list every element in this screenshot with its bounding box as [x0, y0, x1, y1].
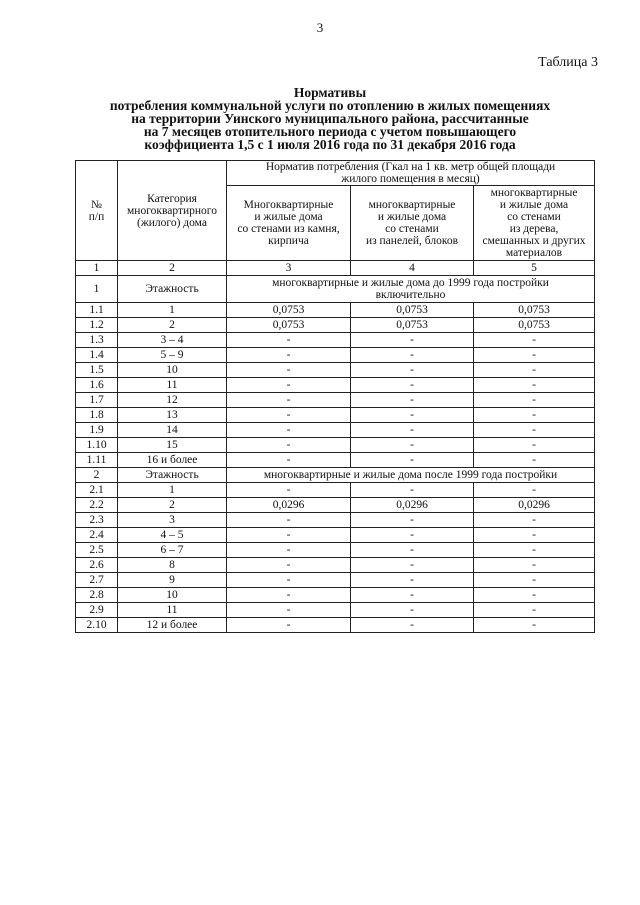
column-number: 3	[227, 261, 351, 276]
value-wood: -	[474, 393, 595, 408]
value-stone: 0,0753	[227, 303, 351, 318]
section-category: Этажность	[118, 276, 227, 303]
header-col-wood: многоквартирные и жилые дома со стенами из дерева, смешанных и других материалов	[474, 186, 595, 261]
row-category: 11	[118, 378, 227, 393]
value-panel: -	[351, 483, 474, 498]
row-num: 2.2	[76, 498, 118, 513]
value-panel: -	[351, 408, 474, 423]
row-num: 1.2	[76, 318, 118, 333]
value-stone: -	[227, 513, 351, 528]
value-panel: 0,0753	[351, 318, 474, 333]
value-stone: -	[227, 603, 351, 618]
value-wood: -	[474, 528, 595, 543]
value-wood: -	[474, 513, 595, 528]
row-num: 2.5	[76, 543, 118, 558]
value-stone: -	[227, 363, 351, 378]
table-row	[76, 393, 595, 408]
table-row	[76, 603, 595, 618]
value-stone: -	[227, 348, 351, 363]
value-wood: -	[474, 363, 595, 378]
row-category: 10	[118, 588, 227, 603]
header-col-panel: многоквартирные и жилые дома со стенами из панелей, блоков	[351, 186, 474, 261]
value-wood: -	[474, 423, 595, 438]
title-line: коэффициента 1,5 с 1 июля 2016 года по 31 декабря 2016 года	[144, 137, 516, 152]
section-category: Этажность	[118, 468, 227, 483]
value-stone: -	[227, 483, 351, 498]
table-row	[76, 408, 595, 423]
value-stone: -	[227, 453, 351, 468]
value-panel: -	[351, 363, 474, 378]
value-wood: 0,0296	[474, 498, 595, 513]
row-category: 4 – 5	[118, 528, 227, 543]
row-category: 11	[118, 603, 227, 618]
table-row	[76, 498, 595, 513]
value-wood: -	[474, 588, 595, 603]
table-row	[76, 348, 595, 363]
row-num: 1.3	[76, 333, 118, 348]
column-number: 1	[76, 261, 118, 276]
value-wood: -	[474, 483, 595, 498]
value-panel: -	[351, 423, 474, 438]
section-label: многоквартирные и жилые дома до 1999 года постройки включительно	[227, 276, 595, 303]
page-number: 3	[316, 20, 324, 35]
value-panel: -	[351, 528, 474, 543]
value-wood: -	[474, 543, 595, 558]
row-num: 1.1	[76, 303, 118, 318]
value-panel: -	[351, 543, 474, 558]
table-row	[76, 483, 595, 498]
value-wood: -	[474, 603, 595, 618]
header-category: Категория многоквартирного (жилого) дома	[118, 161, 227, 261]
value-wood: -	[474, 348, 595, 363]
table-row	[76, 333, 595, 348]
row-num: 2.9	[76, 603, 118, 618]
column-number: 4	[351, 261, 474, 276]
section-row	[76, 468, 595, 483]
row-category: 13	[118, 408, 227, 423]
table-row	[76, 573, 595, 588]
value-wood: -	[474, 618, 595, 633]
title-line: потребления коммунальной услуги по отоплению в жилых помещениях	[109, 98, 551, 113]
row-category: 10	[118, 363, 227, 378]
row-category: 3	[118, 513, 227, 528]
row-category: 9	[118, 573, 227, 588]
row-category: 5 – 9	[118, 348, 227, 363]
row-num: 2.4	[76, 528, 118, 543]
table-row	[76, 303, 595, 318]
value-panel: -	[351, 348, 474, 363]
row-category: 16 и более	[118, 453, 227, 468]
row-category: 15	[118, 438, 227, 453]
row-num: 2.1	[76, 483, 118, 498]
table-label: Таблица 3	[538, 55, 598, 70]
value-panel: -	[351, 453, 474, 468]
value-wood: -	[474, 558, 595, 573]
value-stone: 0,0296	[227, 498, 351, 513]
row-num: 1.6	[76, 378, 118, 393]
norms-table	[75, 160, 595, 633]
value-wood: 0,0753	[474, 303, 595, 318]
value-wood: -	[474, 573, 595, 588]
row-num: 1.4	[76, 348, 118, 363]
value-stone: -	[227, 618, 351, 633]
value-panel: -	[351, 588, 474, 603]
row-category: 1	[118, 483, 227, 498]
value-panel: 0,0753	[351, 303, 474, 318]
value-panel: -	[351, 333, 474, 348]
value-stone: 0,0753	[227, 318, 351, 333]
value-stone: -	[227, 543, 351, 558]
table-row	[76, 558, 595, 573]
row-num: 1.11	[76, 453, 118, 468]
norms-table-body	[76, 161, 595, 633]
title-line: на 7 месяцев отопительного периода с учетом повышающего	[143, 124, 517, 139]
table-row	[76, 618, 595, 633]
value-stone: -	[227, 528, 351, 543]
value-stone: -	[227, 333, 351, 348]
value-panel: -	[351, 513, 474, 528]
table-row	[76, 318, 595, 333]
row-num: 2.3	[76, 513, 118, 528]
value-panel: -	[351, 393, 474, 408]
row-category: 2	[118, 318, 227, 333]
value-wood: 0,0753	[474, 318, 595, 333]
value-stone: -	[227, 438, 351, 453]
value-panel: -	[351, 378, 474, 393]
row-num: 1.7	[76, 393, 118, 408]
value-stone: -	[227, 573, 351, 588]
row-category: 12	[118, 393, 227, 408]
value-stone: -	[227, 393, 351, 408]
value-panel: -	[351, 618, 474, 633]
row-category: 6 – 7	[118, 543, 227, 558]
row-category: 12 и более	[118, 618, 227, 633]
value-stone: -	[227, 558, 351, 573]
value-wood: -	[474, 408, 595, 423]
header-norm-group: Норматив потребления (Гкал на 1 кв. метр общей площади жилого помещения в месяц)	[227, 161, 595, 186]
row-category: 2	[118, 498, 227, 513]
row-num: 2.7	[76, 573, 118, 588]
row-num: 1.8	[76, 408, 118, 423]
value-wood: -	[474, 333, 595, 348]
value-wood: -	[474, 438, 595, 453]
row-category: 8	[118, 558, 227, 573]
row-num: 1.9	[76, 423, 118, 438]
value-wood: -	[474, 453, 595, 468]
value-panel: -	[351, 573, 474, 588]
column-number-row	[76, 261, 595, 276]
row-num: 2.8	[76, 588, 118, 603]
column-number: 5	[474, 261, 595, 276]
row-category: 3 – 4	[118, 333, 227, 348]
table-row	[76, 453, 595, 468]
row-num: 2.10	[76, 618, 118, 633]
value-stone: -	[227, 378, 351, 393]
section-row	[76, 276, 595, 303]
value-wood: -	[474, 378, 595, 393]
column-number: 2	[118, 261, 227, 276]
title-line: Нормативы	[293, 85, 367, 100]
table-row	[76, 528, 595, 543]
row-num: 1.10	[76, 438, 118, 453]
row-num: 1.5	[76, 363, 118, 378]
section-num: 1	[76, 276, 118, 303]
table-row	[76, 438, 595, 453]
value-panel: -	[351, 558, 474, 573]
row-num: 2.6	[76, 558, 118, 573]
value-panel: -	[351, 438, 474, 453]
section-label: многоквартирные и жилые дома после 1999 года постройки	[227, 468, 595, 483]
document-title	[70, 86, 590, 151]
value-panel: 0,0296	[351, 498, 474, 513]
table-row	[76, 378, 595, 393]
table-row	[76, 588, 595, 603]
header-col-stone: Многоквартирные и жилые дома со стенами из камня, кирпича	[227, 186, 351, 261]
table-row	[76, 513, 595, 528]
header-num: № п/п	[76, 161, 118, 261]
value-panel: -	[351, 603, 474, 618]
value-stone: -	[227, 423, 351, 438]
header-row	[76, 161, 595, 186]
table-row	[76, 543, 595, 558]
value-stone: -	[227, 408, 351, 423]
title-line: на территории Уинского муниципального района, рассчитанные	[131, 111, 529, 126]
row-category: 1	[118, 303, 227, 318]
table-row	[76, 423, 595, 438]
table-row	[76, 363, 595, 378]
row-category: 14	[118, 423, 227, 438]
value-stone: -	[227, 588, 351, 603]
section-num: 2	[76, 468, 118, 483]
